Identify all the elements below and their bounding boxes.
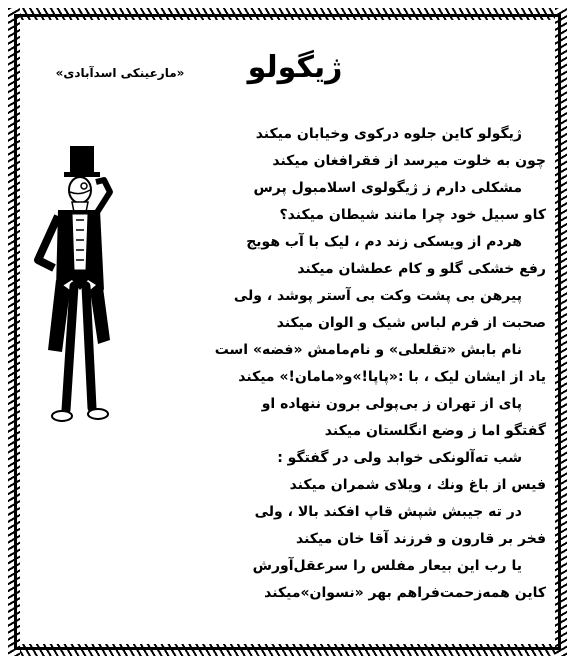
poem-line-1: ژیگولو کاین جلوه درکوی وخیابان میکند <box>255 126 522 142</box>
poem-line-18: کاین همه‌زحمت‌فراهم بهر «نسوان»میکند <box>264 585 546 601</box>
poem-line-6: رفع خشکی گلو و کام عطشان میکند <box>297 261 546 277</box>
poem-line-16: فخر بر قارون و فرزند آقا خان میکند <box>295 531 546 547</box>
poem-line-5: هردم از ویسکی زند دم ، لیک با آب هویج <box>246 234 522 250</box>
poem-line-7: پیرهن بی پشت وکت بی آستر پوشد ، ولی <box>233 288 522 304</box>
poem-line-11: پای از تهران ز بی‌پولی برون ننهاده او <box>261 396 522 412</box>
gigolo-figure-illustration <box>18 140 138 430</box>
poem-line-4: کاو سبیل خود چرا مانند شیطان میکند؟ <box>279 207 546 223</box>
poem-line-13: شب ته‌آلونکی خوابد ولی در گفتگو : <box>277 450 522 466</box>
poem-line-8: صحبت از فرم لباس شیک و الوان میکند <box>276 315 546 331</box>
poem-line-14: فیس از باغ ونك ، ویلای شمران میکند <box>289 477 546 493</box>
poem-line-2: چون به خلوت میرسد از فقرافغان میکند <box>272 153 546 169</box>
poem-line-10: یاد از ایشان لیک ، با :«پاپا!»و«مامان!» میکند <box>238 369 546 385</box>
poem-author: «مارعینکی اسدآبادی» <box>55 66 185 80</box>
poem-line-15: در ته جیبش شپش قاپ افکند بالا ، ولی <box>254 504 522 520</box>
poem-line-12: گفتگو اما ز وضع انگلستان میکند <box>324 423 546 439</box>
poem-line-17: یا رب این بیعار مفلس را سرعقل‌آورش <box>252 558 522 574</box>
poem-title: ژیگولو <box>247 50 343 85</box>
poem-line-3: مشکلی دارم ز ژیگولوی اسلامبول پرس <box>253 180 522 196</box>
poem-line-9: نام بابش «تقلعلی» و نام‌مامش «فضه» است <box>214 342 522 358</box>
